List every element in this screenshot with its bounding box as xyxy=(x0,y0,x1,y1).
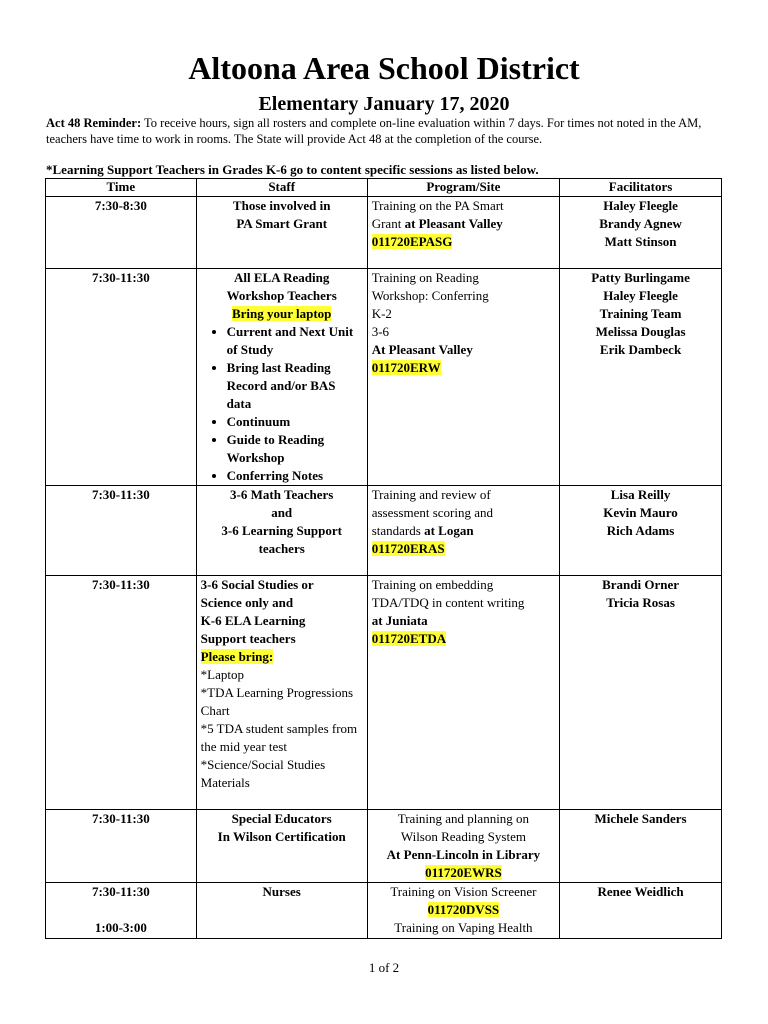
staff-line: 3-6 Math Teachers xyxy=(230,487,334,502)
list-item: • Continuum xyxy=(227,413,363,431)
table-row xyxy=(46,883,722,939)
time-line: 1:00-3:00 xyxy=(94,920,147,935)
program-line: Grant xyxy=(371,216,405,231)
row-facilitators xyxy=(560,197,722,269)
session-code: 011720ERW xyxy=(371,360,441,375)
time-line: 7:30-11:30 xyxy=(91,884,150,899)
row-program xyxy=(367,810,559,883)
row-staff xyxy=(196,810,367,883)
table-row xyxy=(46,269,722,486)
program-site: At Pleasant Valley xyxy=(371,342,473,357)
list-item: • Guide to Reading Workshop xyxy=(227,431,363,467)
program-line: K-2 xyxy=(371,306,392,321)
facilitator: Training Team xyxy=(599,306,682,321)
staff-line: Support teachers xyxy=(200,631,296,646)
list-item: *Laptop xyxy=(200,667,244,682)
facilitator: Brandy Agnew xyxy=(599,216,682,231)
staff-line: PA Smart Grant xyxy=(236,216,328,231)
program-line: Training on Vaping Health xyxy=(394,920,533,935)
facilitator: Kevin Mauro xyxy=(603,505,678,520)
facilitator: Patty Burlingame xyxy=(591,270,690,285)
please-bring-note: Please bring: xyxy=(200,649,274,664)
row-time: 7:30-8:30 xyxy=(46,197,197,269)
row-program xyxy=(367,883,559,939)
learning-support-notice: *Learning Support Teachers in Grades K-6 go to content specific sessions as listed below. xyxy=(46,162,539,177)
session-code: 011720EPASG xyxy=(371,234,453,249)
program-line: Wilson Reading System xyxy=(400,829,526,844)
row-time: 7:30-11:30 xyxy=(46,269,197,486)
list-item: *TDA Learning Progressions Chart xyxy=(200,685,354,718)
schedule-table xyxy=(45,178,722,939)
program-line: TDA/TDQ in content writing xyxy=(371,595,525,610)
row-staff xyxy=(196,486,367,576)
header-facilitators: Facilitators xyxy=(560,179,722,197)
header-program-site: Program/Site xyxy=(367,179,559,197)
staff-bullet-list xyxy=(201,323,363,485)
row-staff xyxy=(196,576,367,810)
row-time: 7:30-11:30 xyxy=(46,486,197,576)
staff-line: teachers xyxy=(258,541,305,556)
facilitator: Erik Dambeck xyxy=(599,342,682,357)
row-staff xyxy=(196,883,367,939)
session-code: 011720EWRS xyxy=(425,865,502,880)
program-site: at Juniata xyxy=(371,613,428,628)
program-line: assessment scoring and xyxy=(371,505,494,520)
row-program xyxy=(367,197,559,269)
table-row xyxy=(46,810,722,883)
facilitator: Renee Weidlich xyxy=(597,884,684,899)
row-program xyxy=(367,269,559,486)
staff-line: In Wilson Certification xyxy=(217,829,346,844)
staff-line: K-6 ELA Learning xyxy=(200,613,306,628)
program-line: Training on Vision Screener xyxy=(390,884,537,899)
list-item: • Bring last Reading Record and/or BAS data xyxy=(227,359,363,413)
program-line: 3-6 xyxy=(371,324,390,339)
row-time: 7:30-11:30 xyxy=(46,576,197,810)
staff-line: 3-6 Social Studies or xyxy=(200,577,314,592)
staff-line: Special Educators xyxy=(231,811,332,826)
list-item: • Current and Next Unit of Study xyxy=(227,323,363,359)
facilitator: Brandi Orner xyxy=(602,577,680,592)
program-site: at Pleasant Valley xyxy=(404,216,503,231)
reminder-text: To receive hours, sign all rosters and complete on-line evaluation within 7 days. For times not noted in the AM, teachers have time to work in rooms. The State will provide Act 48 at the completion of the course. xyxy=(46,116,702,146)
program-line: Training on the PA Smart xyxy=(371,198,504,213)
table-row xyxy=(46,576,722,810)
session-code: 011720ETDA xyxy=(371,631,447,646)
list-item: *Science/Social Studies Materials xyxy=(200,757,326,790)
program-line: Workshop: Conferring xyxy=(371,288,489,303)
act48-reminder xyxy=(46,115,726,147)
staff-line: All ELA Reading xyxy=(234,270,330,285)
page-title: Altoona Area School District xyxy=(188,50,580,86)
row-facilitators xyxy=(560,576,722,810)
table-row xyxy=(46,197,722,269)
table-row xyxy=(46,486,722,576)
page-subtitle: Elementary January 17, 2020 xyxy=(258,93,510,115)
row-time: 7:30-11:30 xyxy=(46,810,197,883)
facilitator: Tricia Rosas xyxy=(606,595,675,610)
staff-line: 3-6 Learning Support xyxy=(221,523,342,538)
row-staff xyxy=(196,269,367,486)
reminder-label: Act 48 Reminder: xyxy=(46,116,142,130)
program-line: Training on embedding xyxy=(371,577,494,592)
bring-laptop-note: Bring your laptop xyxy=(231,306,332,321)
program-site: at Logan xyxy=(424,523,474,538)
row-facilitators xyxy=(560,269,722,486)
page-number: 1 of 2 xyxy=(368,960,400,975)
program-site: At Penn-Lincoln in Library xyxy=(386,847,541,862)
program-line: Training on Reading xyxy=(371,270,479,285)
facilitator: Matt Stinson xyxy=(604,234,677,249)
program-line: Training and planning on xyxy=(397,811,530,826)
row-program xyxy=(367,486,559,576)
facilitator: Lisa Reilly xyxy=(610,487,671,502)
header-staff: Staff xyxy=(196,179,367,197)
facilitator: Melissa Douglas xyxy=(595,324,686,339)
staff-line: Workshop Teachers xyxy=(226,288,337,303)
facilitator: Haley Fleegle xyxy=(603,288,678,303)
row-facilitators xyxy=(560,883,722,939)
row-program xyxy=(367,576,559,810)
staff-line: Those involved in xyxy=(232,198,331,213)
row-staff xyxy=(196,197,367,269)
table-header-row xyxy=(46,179,722,197)
session-code: 011720ERAS xyxy=(371,541,445,556)
staff-line: Nurses xyxy=(262,884,301,899)
facilitator: Michele Sanders xyxy=(594,811,687,826)
staff-line: and xyxy=(271,505,293,520)
row-facilitators xyxy=(560,810,722,883)
header-time: Time xyxy=(46,179,197,197)
program-line: standards xyxy=(371,523,425,538)
program-line: Training and review of xyxy=(371,487,491,502)
staff-line: Science only and xyxy=(200,595,294,610)
row-time xyxy=(46,883,197,939)
row-facilitators xyxy=(560,486,722,576)
list-item: *5 TDA student samples from the mid year test xyxy=(200,721,358,754)
facilitator: Rich Adams xyxy=(606,523,675,538)
list-item: • Conferring Notes xyxy=(227,467,363,485)
session-code: 011720DVSS xyxy=(427,902,500,917)
facilitator: Haley Fleegle xyxy=(603,198,678,213)
